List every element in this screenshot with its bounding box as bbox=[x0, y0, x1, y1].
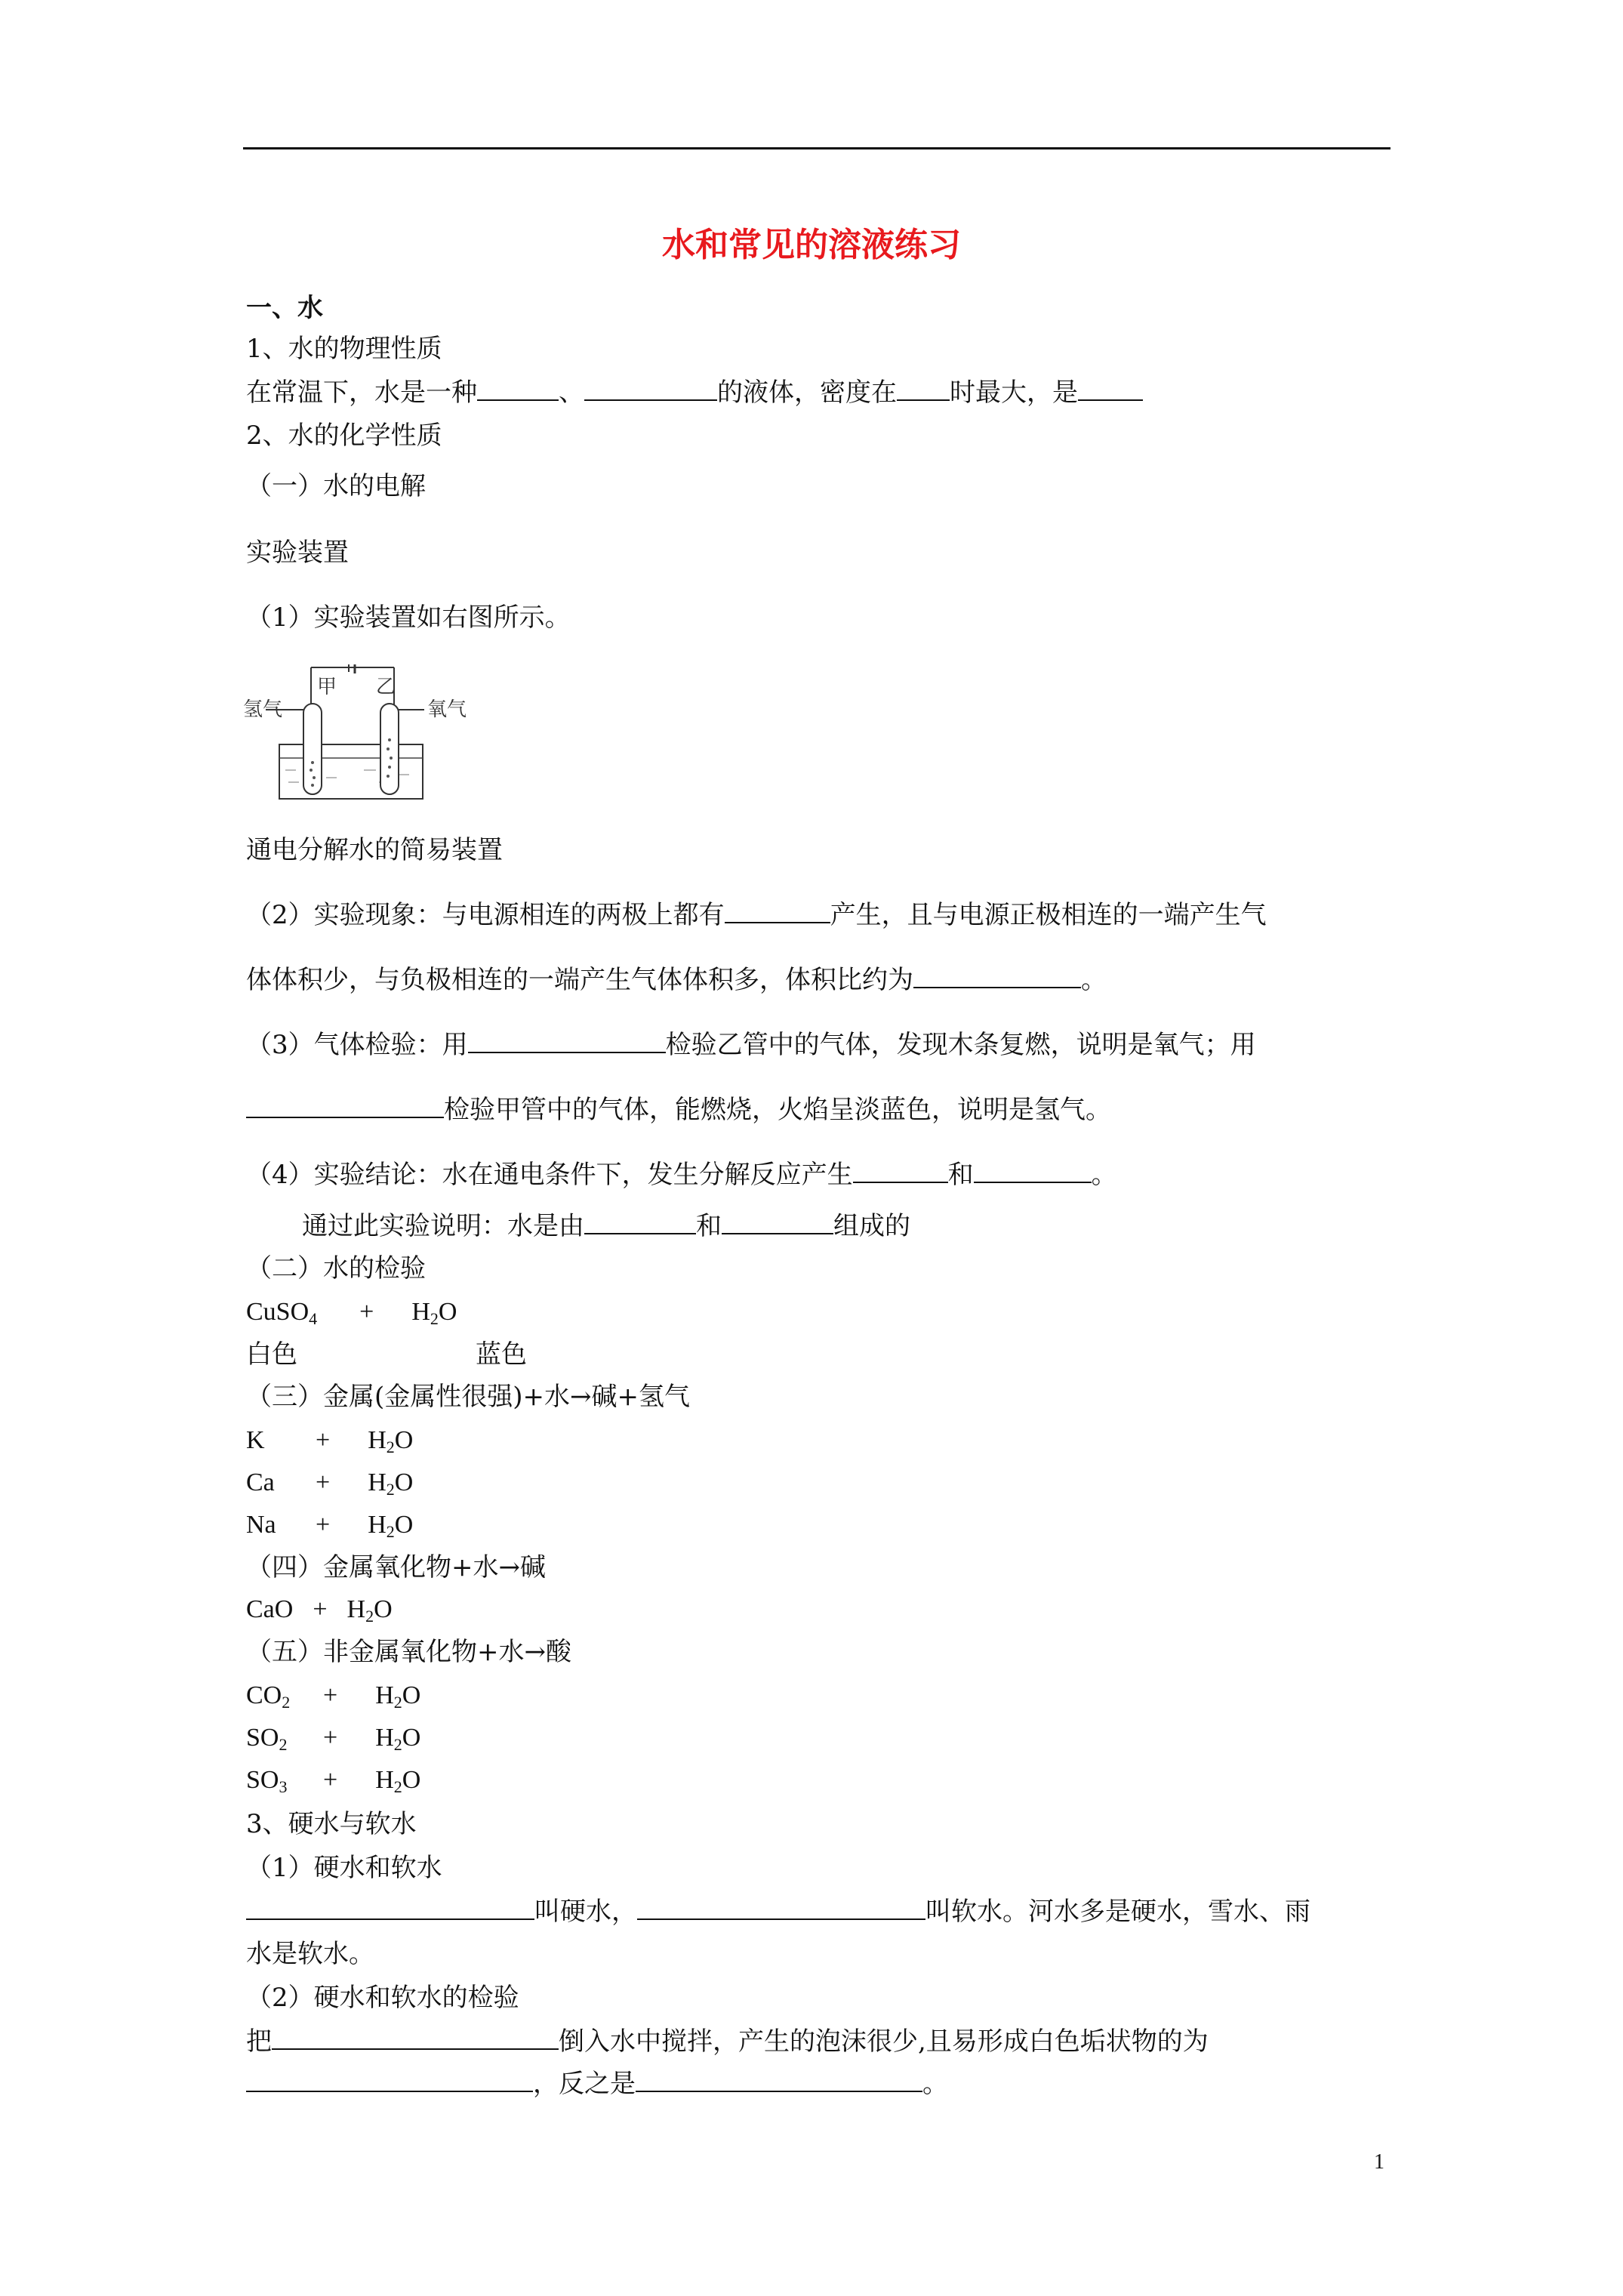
blank[interactable] bbox=[584, 1210, 696, 1234]
blank[interactable] bbox=[272, 2026, 559, 2050]
color-change-line: 白色 蓝色 bbox=[246, 1339, 527, 1370]
hard-soft-line-1: 叫硬水， 叫软水。河水多是硬水，雪水、雨 bbox=[246, 1895, 1310, 1928]
hard-soft-test-line-2: ，反之是 。 bbox=[246, 2067, 948, 2100]
tube-b-label: 乙 bbox=[376, 676, 396, 698]
equation-na: $Na + H_2O$ bbox=[246, 1511, 414, 1541]
apparatus-label: 实验装置 bbox=[246, 538, 349, 568]
conclusion-line-2: 通过此实验说明：水是由 和 组成的 bbox=[302, 1211, 910, 1241]
equation-so2: $SO_2 + H_2O$ bbox=[246, 1724, 421, 1754]
equation-k: $K + H_2O$ bbox=[246, 1426, 414, 1456]
hard-soft-test-line-1: 把 倒入水中搅拌，产生的泡沫很少,且易形成白色垢状物的为 bbox=[246, 2026, 1209, 2057]
subheading-physical: 1、水的物理性质 bbox=[246, 334, 442, 364]
subheading-chemical: 2、水的化学性质 bbox=[246, 421, 442, 451]
blank[interactable] bbox=[477, 377, 559, 401]
blank[interactable] bbox=[913, 964, 1081, 988]
blank[interactable] bbox=[246, 2068, 533, 2092]
hard-soft-test-heading: （2）硬水和软水的检验 bbox=[246, 1983, 519, 2013]
equation-cao: CaO + $H_2O$ bbox=[246, 1595, 393, 1626]
document-title: 水和常见的溶液练习 bbox=[662, 226, 961, 264]
blank[interactable] bbox=[974, 1159, 1092, 1183]
gas-test-line-2: 检验甲管中的气体，能燃烧，火焰呈淡蓝色，说明是氢气。 bbox=[246, 1093, 1111, 1126]
blank[interactable] bbox=[853, 1159, 948, 1183]
diagram-caption: 通电分解水的简易装置 bbox=[246, 835, 503, 865]
apparatus-note: （1）实验装置如右图所示。 bbox=[246, 603, 571, 633]
blank[interactable] bbox=[725, 899, 830, 923]
hydrogen-label: 氢气 bbox=[243, 698, 283, 721]
equation-ca: $Ca + H_2O$ bbox=[246, 1469, 414, 1499]
blank[interactable] bbox=[246, 1896, 534, 1920]
header-rule bbox=[243, 147, 1390, 149]
oxygen-label: 氧气 bbox=[427, 698, 467, 721]
blank[interactable] bbox=[722, 1210, 833, 1234]
subheading-hard-soft: 3、硬水与软水 bbox=[246, 1809, 417, 1839]
blank[interactable] bbox=[468, 1029, 666, 1053]
phenomenon-line-1: （2）实验现象：与电源相连的两极上都有 产生，且与电源正极相连的一端产生气 bbox=[246, 900, 1267, 930]
section-heading-water: 一、水 bbox=[246, 293, 323, 323]
phenomenon-line-2: 体体积少，与负极相连的一端产生气体体积多，体积比约为 。 bbox=[246, 965, 1107, 995]
gas-test-line-1: （3）气体检验：用 检验乙管中的气体，发现木条复燃，说明是氧气；用 bbox=[246, 1030, 1256, 1060]
part-electrolysis: （一）水的电解 bbox=[246, 471, 426, 501]
blank[interactable] bbox=[584, 377, 717, 401]
blank[interactable] bbox=[897, 377, 950, 401]
part-water-test: （二）水的检验 bbox=[246, 1253, 426, 1284]
blank[interactable] bbox=[636, 2068, 922, 2092]
electrolysis-diagram bbox=[243, 664, 483, 815]
blank[interactable] bbox=[246, 1094, 444, 1118]
hard-soft-line-2: 水是软水。 bbox=[246, 1939, 374, 1969]
part-metal-water: （三）金属(金属性很强)+水→碱+氢气 bbox=[246, 1382, 690, 1412]
hard-soft-heading: （1）硬水和软水 bbox=[246, 1853, 442, 1883]
physical-properties-line: 在常温下，水是一种 、 的液体，密度在 时最大，是 bbox=[246, 376, 1143, 409]
equation-co2: $CO_2 + H_2O$ bbox=[246, 1681, 421, 1712]
part-nonmetal-oxide: （五）非金属氧化物+水→酸 bbox=[246, 1637, 571, 1667]
page-number: 1 bbox=[1374, 2150, 1384, 2174]
equation-so3: $SO_3 + H_2O$ bbox=[246, 1766, 421, 1796]
tube-a-label: 甲 bbox=[317, 676, 337, 698]
blank[interactable] bbox=[1078, 377, 1143, 401]
equation-cuso4: CuSO$_4$ + $H_2O$ bbox=[246, 1298, 457, 1328]
conclusion-line-1: （4）实验结论：水在通电条件下，发生分解反应产生 和 。 bbox=[246, 1160, 1117, 1190]
part-metal-oxide: （四）金属氧化物+水→碱 bbox=[246, 1552, 546, 1583]
blank[interactable] bbox=[637, 1896, 925, 1920]
